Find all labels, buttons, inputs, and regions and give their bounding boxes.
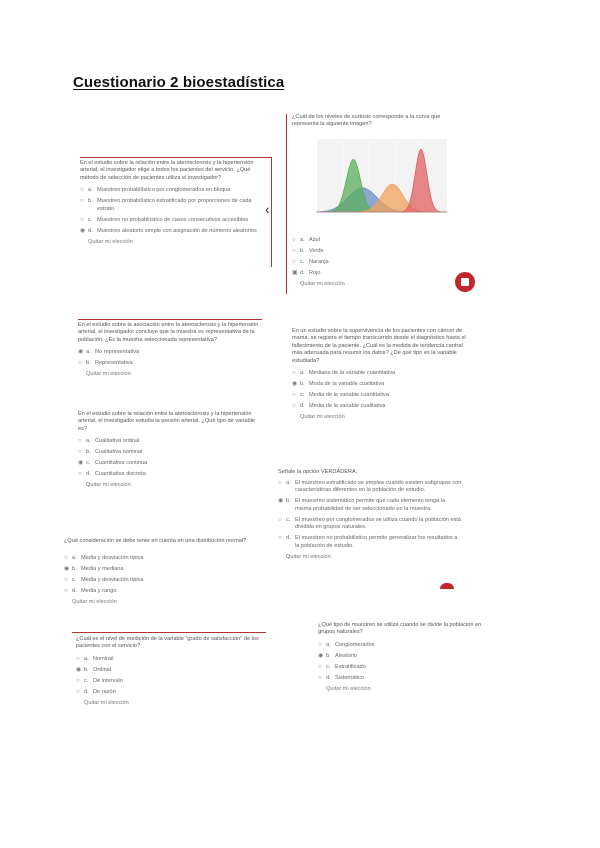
document-title: Cuestionario 2 bioestadística xyxy=(73,74,285,91)
option-letter: b. xyxy=(84,666,89,673)
clear-choice-link[interactable]: Quitar mi elección xyxy=(86,371,131,378)
chat-icon xyxy=(461,278,469,286)
question-card xyxy=(292,328,472,420)
option-letter: c. xyxy=(286,516,291,523)
answer-option[interactable] xyxy=(80,217,268,224)
question-card xyxy=(292,114,462,129)
radio-button[interactable]: ◉ xyxy=(80,227,86,234)
option-letter: d. xyxy=(86,471,91,478)
answer-option[interactable] xyxy=(318,664,498,671)
radio-button[interactable]: ○ xyxy=(278,535,282,542)
question-text: ¿Qué tipo de muestreo se utiliza cuando se divide la población en grupos naturales? xyxy=(318,622,482,636)
clear-choice-link[interactable]: Quitar mi elección xyxy=(326,685,371,692)
option-text: Media de la variable cuantitativa xyxy=(309,392,389,399)
option-text: Azul xyxy=(309,237,320,243)
option-letter: a. xyxy=(300,237,305,243)
option-text: Muestreo no probabilístico de casos consecutivos accesibles xyxy=(97,216,249,223)
card-divider xyxy=(78,319,262,320)
option-text: Estratificado xyxy=(335,663,366,670)
answer-option[interactable] xyxy=(76,678,264,685)
option-letter: c. xyxy=(86,460,91,467)
clear-choice-link[interactable]: Quitar mi elección xyxy=(84,699,129,706)
radio-button[interactable]: ○ xyxy=(78,438,82,445)
checkbox[interactable]: ▣ xyxy=(292,270,298,276)
option-text: Cuantitativa discreta xyxy=(95,471,146,478)
answer-options xyxy=(292,237,462,277)
answer-option[interactable] xyxy=(292,248,462,255)
radio-button[interactable]: ◉ xyxy=(278,498,284,505)
radio-button[interactable]: ◉ xyxy=(318,652,324,659)
question-text: ¿Qué consideración se debe tener en cuenta en una distribución normal? xyxy=(64,538,247,544)
help-fab-edge[interactable] xyxy=(440,583,454,589)
answer-option[interactable] xyxy=(278,535,462,550)
option-text: El muestreo estratificado se emplea cuando existen subgrupos con características diferentes en la población de estudio. xyxy=(295,480,462,494)
answer-options xyxy=(292,370,472,410)
question-text: En el estudio sobre la relación entre la aterosclerosis y la hipertensión arterial, el investigador elige a todos los pacientes del servicio. ¿Qué método de selección de pacientes utiliza el investigador? xyxy=(80,160,254,181)
question-text: Señale la opción VERDADERA: xyxy=(278,469,358,475)
card-divider xyxy=(80,157,272,158)
radio-button[interactable]: ○ xyxy=(318,674,322,681)
option-letter: d. xyxy=(300,403,305,410)
option-letter: a. xyxy=(300,370,305,377)
option-letter: c. xyxy=(300,392,305,399)
answer-options xyxy=(318,642,498,682)
option-text: Media de la variable cualitativa xyxy=(309,403,386,410)
radio-button[interactable]: ○ xyxy=(64,588,68,595)
radio-button[interactable]: ◉ xyxy=(64,566,70,573)
radio-button[interactable]: ○ xyxy=(80,216,84,223)
question-card xyxy=(80,160,268,245)
radio-button[interactable]: ○ xyxy=(318,641,322,648)
radio-button[interactable]: ○ xyxy=(278,480,282,486)
question-card xyxy=(78,322,262,377)
radio-button[interactable]: ○ xyxy=(292,392,296,399)
option-text: De intervalo xyxy=(93,677,123,684)
radio-button[interactable]: ○ xyxy=(76,677,80,684)
question-text: ¿Cuál de los niveles de curtosis corresponde a la curva que representa la siguiente imagen? xyxy=(292,114,441,128)
option-text: De razón xyxy=(93,688,116,695)
question-text: En un estudio sobre la supervivencia de los pacientes con cáncer de mama, se registra el tiempo transcurrido desde el diagnóstico hasta el fallecimiento de la paciente. ¿Cuál es la medida de tendencia central más adecuada para resumir los datos? ¿De qué tipo es la variable estudiada? xyxy=(292,328,466,364)
clear-choice-link[interactable]: Quitar mi elección xyxy=(300,281,345,287)
chevron-left-icon[interactable]: ‹ xyxy=(265,201,270,217)
option-letter: b. xyxy=(300,381,305,388)
question-text: En el estudio sobre la asociación entre la aterosclerosis y la hipertensión arterial, el investigador concluye que la muestra es representativa de la población. ¿Es la muestra seleccionada representativa? xyxy=(78,322,259,343)
question-card xyxy=(76,636,264,706)
radio-button[interactable]: ◉ xyxy=(76,666,82,673)
answer-option[interactable] xyxy=(80,228,268,235)
question-text: En el estudio sobre la relación entre la aterosclerosis y la hipertensión arterial, el investigador estudia la presión arterial. ¿Qué tipo de variable es? xyxy=(78,411,255,432)
option-text: Muestreo probabilístico por conglomerados en bloque xyxy=(97,187,231,194)
option-letter: d. xyxy=(84,688,89,695)
option-letter: d. xyxy=(286,535,291,542)
answer-option[interactable] xyxy=(278,517,462,532)
option-letter: c. xyxy=(88,216,93,223)
option-letter: b. xyxy=(286,498,291,505)
question-card xyxy=(292,232,462,287)
question-card xyxy=(78,411,262,488)
option-text: Naranja xyxy=(309,259,329,265)
option-text: Media y rango xyxy=(81,588,117,595)
radio-button[interactable]: ○ xyxy=(292,248,296,254)
option-letter: c. xyxy=(326,663,331,670)
option-text: Sistemático xyxy=(335,674,364,681)
option-text: Cuantitativa continua xyxy=(95,460,148,467)
option-letter: b. xyxy=(72,566,77,573)
answer-option[interactable] xyxy=(292,270,462,277)
card-divider xyxy=(286,114,287,294)
radio-button[interactable]: ○ xyxy=(278,516,282,523)
answer-option[interactable] xyxy=(292,403,472,410)
option-text: Media y desviación típica xyxy=(81,577,144,584)
answer-option[interactable] xyxy=(292,237,462,244)
radio-button[interactable]: ○ xyxy=(292,237,296,243)
option-letter: a. xyxy=(72,555,77,562)
option-text: Cualitativa ordinal xyxy=(95,438,140,445)
answer-option[interactable] xyxy=(78,460,262,467)
option-text: Representativa xyxy=(95,360,133,367)
option-text: Rojo xyxy=(309,270,321,276)
radio-button[interactable]: ○ xyxy=(64,555,68,562)
option-letter: d. xyxy=(72,588,77,595)
option-letter: b. xyxy=(86,449,91,456)
option-text: Conglomerados xyxy=(335,641,375,648)
clear-choice-link[interactable]: Quitar mi elección xyxy=(72,599,117,606)
answer-options xyxy=(278,480,462,550)
option-text: No representativa xyxy=(95,349,140,356)
answer-options xyxy=(76,656,264,696)
radio-button[interactable]: ○ xyxy=(78,360,82,367)
option-letter: a. xyxy=(326,641,331,648)
question-text: ¿Cuál es el nivel de medición de la variable "grado de satisfacción" de los pacientes con el servicio? xyxy=(76,636,259,650)
option-text: Moda de la variable cualitativa xyxy=(309,381,385,388)
option-text: Verde xyxy=(309,248,324,254)
clear-choice-link[interactable]: Quitar mi elección xyxy=(286,553,331,560)
option-letter: c. xyxy=(84,677,89,684)
option-letter: d. xyxy=(300,270,305,276)
answer-option[interactable] xyxy=(76,667,264,674)
kurtosis-chart xyxy=(311,135,451,220)
option-letter: a. xyxy=(86,349,91,356)
radio-button[interactable]: ○ xyxy=(78,471,82,478)
radio-button[interactable]: ○ xyxy=(318,663,322,670)
answer-option[interactable] xyxy=(64,566,254,573)
answer-option[interactable] xyxy=(64,577,254,584)
option-text: Cualitativa nominal xyxy=(95,449,143,456)
answer-option[interactable] xyxy=(292,259,462,266)
option-letter: b. xyxy=(300,248,305,254)
radio-button[interactable]: ○ xyxy=(292,259,296,265)
option-text: Nominal xyxy=(93,655,114,662)
answer-option[interactable] xyxy=(78,349,262,356)
answer-option[interactable] xyxy=(78,449,262,456)
answer-option[interactable] xyxy=(278,480,462,495)
radio-button[interactable]: ○ xyxy=(76,655,80,662)
option-letter: a. xyxy=(286,480,291,486)
option-letter: b. xyxy=(326,652,331,659)
option-letter: d. xyxy=(326,674,331,681)
answer-options xyxy=(78,438,262,478)
answer-option[interactable] xyxy=(318,653,498,660)
answer-option[interactable] xyxy=(278,498,462,513)
option-letter: a. xyxy=(86,438,91,445)
answer-options xyxy=(64,555,254,595)
question-card xyxy=(318,622,498,692)
option-letter: d. xyxy=(88,227,93,234)
option-text: Aleatorio xyxy=(335,652,358,659)
radio-button[interactable]: ○ xyxy=(292,370,296,377)
radio-button[interactable]: ○ xyxy=(292,403,296,410)
option-letter: a. xyxy=(84,655,89,662)
radio-button[interactable]: ◉ xyxy=(292,381,298,388)
answer-option[interactable] xyxy=(80,187,268,194)
radio-button[interactable]: ○ xyxy=(76,688,80,695)
radio-button[interactable]: ○ xyxy=(80,187,84,194)
answer-options xyxy=(80,187,268,235)
question-card xyxy=(64,538,254,605)
option-letter: a. xyxy=(88,187,93,194)
answer-option[interactable] xyxy=(292,392,472,399)
clear-choice-link[interactable]: Quitar mi elección xyxy=(86,482,131,489)
option-letter: c. xyxy=(72,577,77,584)
radio-button[interactable]: ○ xyxy=(64,577,68,584)
answer-option[interactable] xyxy=(78,471,262,478)
radio-button[interactable]: ◉ xyxy=(78,460,84,467)
answer-option[interactable] xyxy=(78,360,262,367)
clear-choice-link[interactable]: Quitar mi elección xyxy=(300,414,345,421)
card-divider xyxy=(72,632,266,633)
answer-option[interactable] xyxy=(292,370,472,377)
question-card xyxy=(278,469,462,560)
option-letter: b. xyxy=(86,360,91,367)
answer-options xyxy=(78,349,262,367)
radio-button[interactable]: ○ xyxy=(80,198,84,205)
answer-option[interactable] xyxy=(318,675,498,682)
option-text: Mediana de la variable cuantitativa xyxy=(309,370,396,377)
option-letter: b. xyxy=(88,198,93,205)
answer-option[interactable] xyxy=(318,642,498,649)
answer-option[interactable] xyxy=(76,656,264,663)
option-text: El muestreo sistemático permite que cada elemento tenga la misma probabilidad de ser seleccionado en la muestra. xyxy=(295,498,446,512)
radio-button[interactable]: ◉ xyxy=(78,349,84,356)
answer-option[interactable] xyxy=(76,689,264,696)
card-divider xyxy=(271,157,272,267)
clear-choice-link[interactable]: Quitar mi elección xyxy=(88,238,133,245)
option-text: Media y desviación típica xyxy=(81,555,144,562)
help-fab-button[interactable] xyxy=(455,272,475,292)
answer-option[interactable] xyxy=(78,438,262,445)
answer-option[interactable] xyxy=(292,381,472,388)
option-text: Muestreo probabilístico estratificado por proporciones de cada estrato xyxy=(97,198,252,212)
option-text: El muestreo no probabilístico permite generalizar los resultados a la población de estudio. xyxy=(295,535,458,549)
radio-button[interactable]: ○ xyxy=(78,449,82,456)
answer-option[interactable] xyxy=(64,555,254,562)
answer-option[interactable] xyxy=(64,588,254,595)
answer-option[interactable] xyxy=(80,198,268,213)
option-text: Ordinal xyxy=(93,666,112,673)
option-text: El muestreo por conglomerados se utiliza cuando la población está dividida en grupos naturales. xyxy=(295,516,462,531)
option-letter: c. xyxy=(300,259,305,265)
option-text: Media y mediana xyxy=(81,566,124,573)
option-text: Muestreo aleatorio simple con asignación de números aleatorios xyxy=(97,227,257,234)
